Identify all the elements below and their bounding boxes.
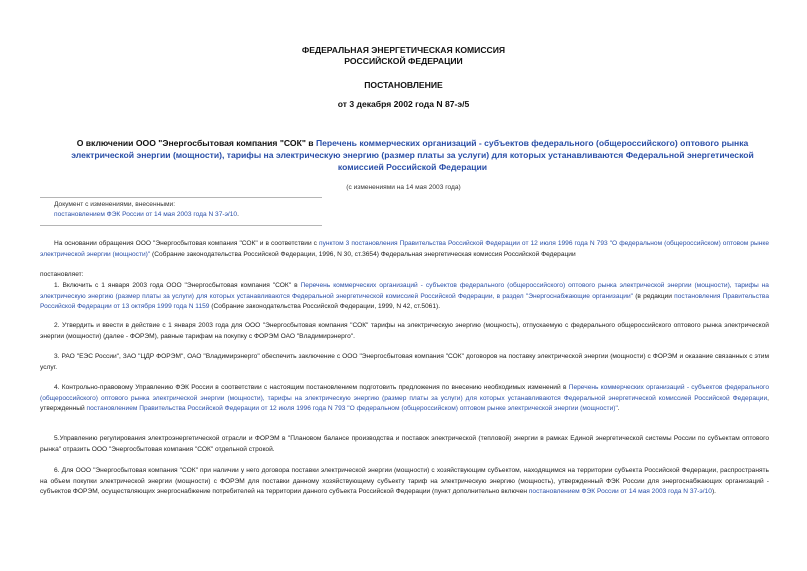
- item-6-amendment-link[interactable]: постановлением ФЭК России от 14 мая 2003 года N 37-э/10: [528, 488, 712, 495]
- resolves-line: постановляет:: [40, 271, 84, 278]
- item-6: 6. Для ООО "Энергосбытовая компания "СОК" при наличии у него договора поставки электрической энергии (мощности) с хозяйствующим субъектом, находящимся на территории субъекта Российской Федерации, распространять на объем покупки электрической энергии (мощности) с ФОРЭМ для поставки данному хозяйствующему субъекту тариф на электрическую энергию (мощность), утвержденный ФЭК России для энергоснабжающих организаций - субъектов ФОРЭМ, осуществляющих энергоснабжение потребителей на территории данного субъекта Российской Федерации (пункт дополнительно включен постановлением ФЭК России от 14 мая 2003 года N 37-э/10).: [40, 467, 769, 495]
- preamble-paragraph: На основании обращения ООО "Энергосбытовая компания "СОК" и в соответствии с пунктом 3 постановления Правительства Российской Федерации от 12 июля 1996 года N 793 "О федеральном (общероссийском) оптовом рынке электрической энергии (мощности)" (Собрание законодательства Российской Федерации, 1996, N 30, ст.3654) Федеральная энергетическая комиссия Российской Федерации: [40, 240, 769, 258]
- issuing-authority: [0, 45, 807, 67]
- changes-label: Документ с изменениями, внесенными:: [54, 201, 176, 208]
- item-4-list-link[interactable]: Перечень коммерческих организаций - субъектов федерального (общероссийского) оптового рынка электрической энергии (мощности), тарифы на электрическую энергию (размер платы за услуги) для которых устанавливаются Федеральной энергетической комиссией Российской Федерации: [40, 384, 769, 402]
- authority-line-2: РОССИЙСКОЙ ФЕДЕРАЦИИ: [344, 56, 463, 66]
- item-3: 3. РАО "ЕЭС России", ЗАО "ЦДР ФОРЭМ", ОАО "Владимирэнерго" обеспечить заключение с ООО "Энергосбытовая компания "СОК" договоров на поставку электрической энергии (мощности) с ФОРЭМ и оказание связанных с этим услуг.: [40, 353, 769, 371]
- changes-reference: постановлением ФЭК России от 14 мая 2003 года N 37-э/10.: [54, 211, 239, 218]
- document-title: [60, 137, 765, 173]
- title-prefix: О включении ООО "Энергосбытовая компания "СОК" в: [76, 138, 316, 148]
- changes-link[interactable]: постановлением ФЭК России от 14 мая 2003 года N 37-э/10: [54, 211, 238, 218]
- item-1: 1. Включить с 1 января 2003 года ООО "Энергосбытовая компания "СОК" в Перечень коммерческих организаций - субъектов федерального (общероссийского) оптового рынка электрической энергии (мощности), тарифы на электрическую энергию (размер платы за услуги) для которых устанавливаются Федеральной энергетической комиссией Российской Федерации, в раздел "Энергоснабжающие организации" (в редакции постановления Правительства Российской Федерации от 13 октября 1999 года N 1159 (Собрание законодательства Российской Федерации, 1999, N 42, ст.5061).: [40, 282, 769, 310]
- authority-line-1: ФЕДЕРАЛЬНАЯ ЭНЕРГЕТИЧЕСКАЯ КОМИССИЯ: [301, 45, 506, 55]
- changes-top-divider: [40, 197, 322, 198]
- changes-bottom-divider: [40, 225, 322, 226]
- item-4: 4. Контрольно-правовому Управлению ФЭК России в соответствии с настоящим постановлением подготовить предложения по внесению необходимых изменений в Перечень коммерческих организаций - субъектов федерального (общероссийского) оптового рынка электрической энергии (мощности), тарифы на электрическую энергию (размер платы за услуги) для которых устанавливаются Федеральной энергетической комиссией Российской Федерации, утвержденный постановлением Правительства Российской Федерации от 12 июля 1996 года N 793 "О федеральном (общероссийском) оптовом рынке электрической энергии (мощности)".: [40, 384, 769, 412]
- item-1-decree-link[interactable]: постановления Правительства Российской Федерации от 13 октября 1999 года N 1159: [40, 292, 769, 310]
- edits-note: (с изменениями на 14 мая 2003 года): [346, 184, 461, 191]
- preamble-link[interactable]: пунктом 3 постановления Правительства Российской Федерации от 12 июля 1996 года N 793 "О федеральном (общероссийском) оптовом рынке электрической энергии (мощности)": [40, 240, 769, 258]
- title-list-link[interactable]: Перечень коммерческих организаций - субъектов федерального (общероссийского) оптового рынка электрической энергии (мощности), тарифы на электрическую энергию (размер платы за услуги) для которых устанавливаются Федеральной энергетической комиссией Российской Федерации: [71, 138, 754, 172]
- document-type: ПОСТАНОВЛЕНИЕ: [364, 80, 443, 90]
- item-2: 2. Утвердить и ввести в действие с 1 января 2003 года для ООО "Энергосбытовая компания "СОК" тарифы на электрическую энергию (мощность), отпускаемую с федерального общероссийского оптового рынка электрической энергии (мощности) (далее - ФОРЭМ), равные тарифам на покупку с ФОРЭМ ОАО "Владимирэнерго".: [40, 322, 769, 340]
- item-5: 5.Управлению регулирования электроэнергетической отрасли и ФОРЭМ в "Плановом балансе производства и поставок электрической (тепловой) энергии в рамках Единой энергетической системы России по субъектам оптового рынка" отразить ООО "Энергосбытовая компания "СОК" отдельной строкой.: [40, 435, 769, 453]
- item-1-list-link[interactable]: Перечень коммерческих организаций - субъектов федерального (общероссийского) оптового рынка электрической энергии (мощности), тарифы на электрическую энергию (размер платы за услуги) для которых устанавливаются Федеральной энергетической комиссией Российской Федерации, в раздел "Энергоснабжающие организации": [40, 282, 769, 300]
- document-date-number: от 3 декабря 2002 года N 87-э/5: [337, 99, 470, 109]
- item-4-decree-link[interactable]: постановлением Правительства Российской Федерации от 12 июля 1996 года N 793 "О федеральном (общероссийском) оптовом рынке электрической энергии (мощности)": [86, 405, 618, 412]
